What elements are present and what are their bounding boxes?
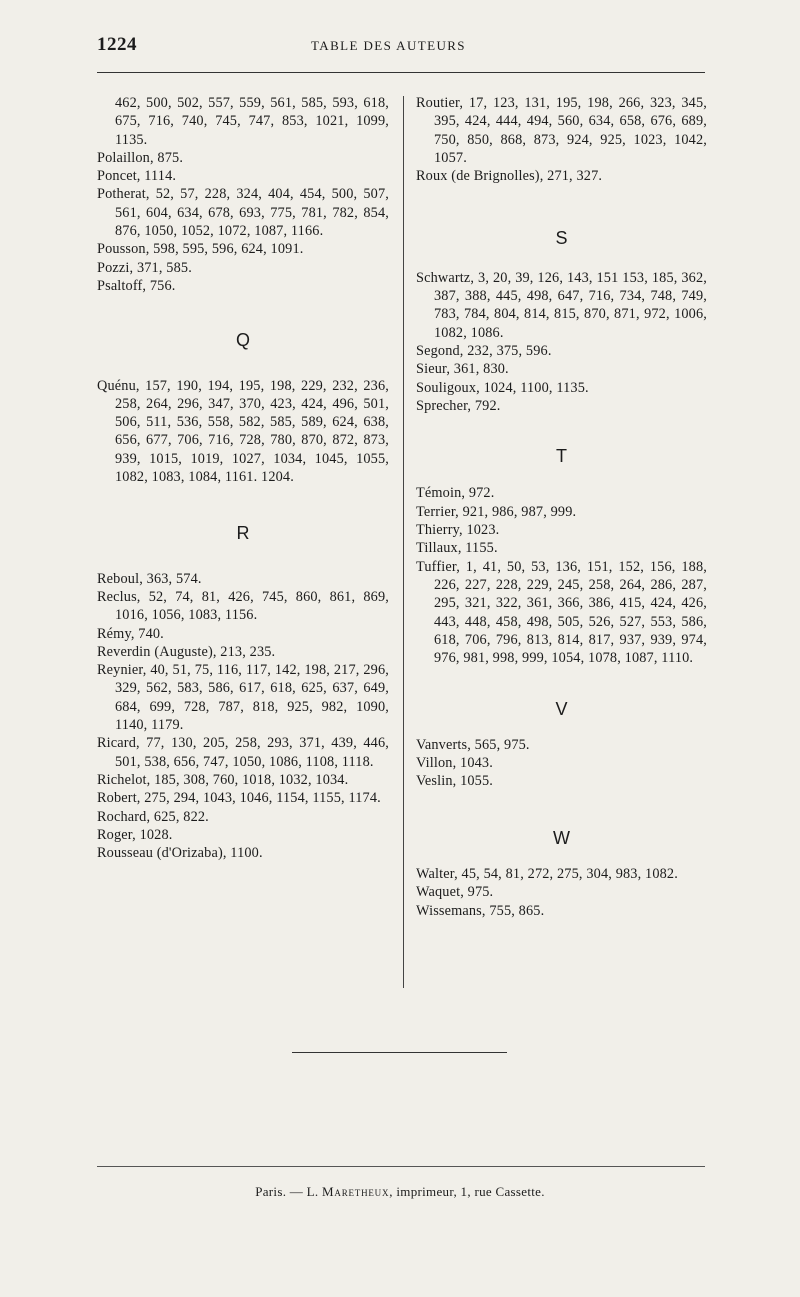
section-letter-r: R xyxy=(236,523,250,544)
index-entry: Rochard, 625, 822. xyxy=(97,808,209,825)
footer-rule xyxy=(97,1166,705,1167)
index-entry: Reboul, 363, 574. xyxy=(97,570,202,587)
index-entry: Robert, 275, 294, 1043, 1046, 1154, 1155, 1174. xyxy=(97,790,381,807)
index-entry: Potherat, 52, 57, 228, 324, 404, 454, 500, 507, 561, 604, 634, 678, 693, 775, 781, 782, 854, 876, 1050, 1052, 1072, 1087, 1166. xyxy=(97,186,389,240)
imprint-initial: L. xyxy=(306,1184,319,1199)
imprint-city: Paris. — xyxy=(255,1184,304,1199)
header-rule xyxy=(97,72,705,73)
index-entry: Poncet, 1114. xyxy=(97,168,177,185)
page-header xyxy=(97,34,707,62)
left-column xyxy=(97,94,389,862)
index-entry: Veslin, 1055. xyxy=(416,773,494,790)
index-entry: Quénu, 157, 190, 194, 195, 198, 229, 232, 236, 258, 264, 296, 347, 370, 423, 424, 496, 501, 506, 511, 536, 558, 582, 585, 589, 624, 638, 656, 677, 706, 716, 728, 780, 870, 872, 873, 939, 1015, 1019, 1027, 1034, 1045, 1055, 1082, 1083, 1084, 1161. 1204. xyxy=(97,377,389,486)
index-entry: Sprecher, 792. xyxy=(416,397,501,414)
index-entry: Sieur, 361, 830. xyxy=(416,361,509,378)
index-entry: Tillaux, 1155. xyxy=(416,540,498,557)
index-entry: Rémy, 740. xyxy=(97,625,164,642)
index-entry: Tuffier, 1, 41, 50, 53, 136, 151, 152, 156, 188, 226, 227, 228, 229, 245, 258, 264, 286, 287, 295, 321, 322, 361, 366, 386, 415, 424, 426, 443, 448, 458, 498, 505, 526, 527, 553, 586, 618, 706, 796, 813, 814, 817, 937, 939, 974, 976, 981, 998, 999, 1054, 1078, 1087, 1110. xyxy=(416,558,707,667)
index-entry: Ricard, 77, 130, 205, 258, 293, 371, 439, 446, 501, 538, 656, 747, 1050, 1086, 1108, 1118. xyxy=(97,735,389,770)
index-entry: Psaltoff, 756. xyxy=(97,277,176,294)
index-entry: Reverdin (Auguste), 213, 235. xyxy=(97,643,276,660)
index-entry: Souligoux, 1024, 1100, 1135. xyxy=(416,379,589,396)
index-entry: Roger, 1028. xyxy=(97,826,173,843)
index-entry: Rousseau (d'Orizaba), 1100. xyxy=(97,845,263,862)
index-entry: Richelot, 185, 308, 760, 1018, 1032, 1034. xyxy=(97,771,349,788)
index-entry: Vanverts, 565, 975. xyxy=(416,736,530,753)
index-entry: Polaillon, 875. xyxy=(97,149,184,166)
index-entry: Wissemans, 755, 865. xyxy=(416,902,545,919)
index-entry: Segond, 232, 375, 596. xyxy=(416,342,552,359)
imprint-address: , imprimeur, 1, rue Cassette. xyxy=(389,1184,545,1199)
running-title: TABLE DES AUTEURS xyxy=(311,38,466,53)
index-entry: Schwartz, 3, 20, 39, 126, 143, 151 153, 185, 362, 387, 388, 445, 498, 647, 716, 734, 748, 749, 783, 784, 804, 814, 815, 870, 871, 972, 1006, 1082, 1086. xyxy=(416,269,707,341)
index-entry: Villon, 1043. xyxy=(416,755,493,772)
column-divider xyxy=(403,96,404,988)
index-entry-continued: 462, 500, 502, 557, 559, 561, 585, 593, 618, 675, 716, 740, 745, 747, 853, 1021, 1099, 1135. xyxy=(115,95,389,148)
index-entry: Reynier, 40, 51, 75, 116, 117, 142, 198, 217, 296, 329, 562, 583, 586, 617, 618, 625, 637, 649, 684, 699, 728, 787, 818, 925, 982, 1090, 1140, 1179. xyxy=(97,662,389,734)
index-entry: Routier, 17, 123, 131, 195, 198, 266, 323, 345, 395, 424, 444, 494, 560, 634, 658, 676, 689, 750, 850, 868, 873, 924, 925, 1023, 1042, 1057. xyxy=(416,95,707,166)
printer-imprint xyxy=(0,1184,800,1200)
index-entry: Pozzi, 371, 585. xyxy=(97,259,192,276)
index-entry: Roux (de Brignolles), 271, 327. xyxy=(416,168,603,185)
section-letter-s: S xyxy=(555,228,568,249)
section-letter-t: T xyxy=(556,446,567,467)
section-letter-q: Q xyxy=(235,330,250,351)
section-letter-w: W xyxy=(553,827,570,848)
index-entry: Thierry, 1023. xyxy=(416,522,500,539)
right-column xyxy=(416,94,707,920)
index-entry: Walter, 45, 54, 81, 272, 275, 304, 983, 1082. xyxy=(416,865,678,882)
end-of-index-rule xyxy=(292,1052,507,1053)
index-entry: Témoin, 972. xyxy=(416,485,495,502)
index-entry: Pousson, 598, 595, 596, 624, 1091. xyxy=(97,241,304,258)
imprint-printer-name: Maretheux xyxy=(322,1184,390,1199)
index-entry: Terrier, 921, 986, 987, 999. xyxy=(416,503,577,520)
index-entry: Reclus, 52, 74, 81, 426, 745, 860, 861, 869, 1016, 1056, 1083, 1156. xyxy=(97,588,389,624)
page-number: 1224 xyxy=(97,34,137,55)
section-letter-v: V xyxy=(555,699,568,720)
index-entry: Waquet, 975. xyxy=(416,884,494,901)
